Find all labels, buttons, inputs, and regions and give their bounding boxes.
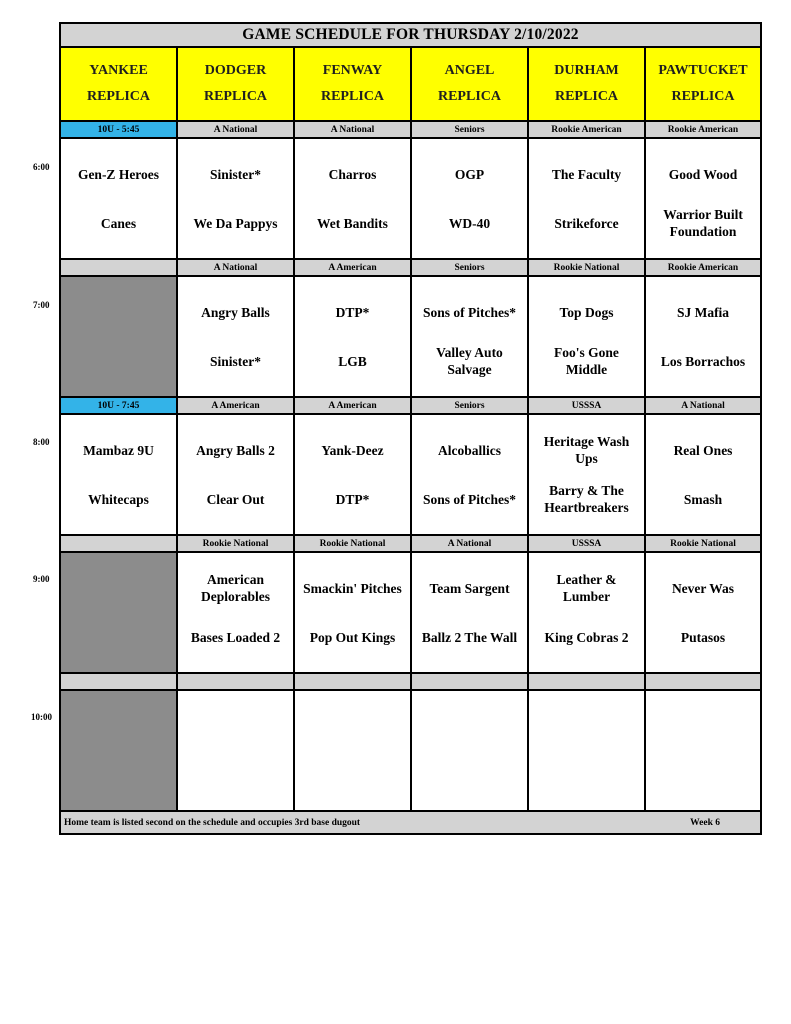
- away-team: SJ Mafia: [676, 304, 730, 320]
- division-label: [412, 674, 529, 691]
- game-cell: [412, 691, 529, 812]
- game-cell: [529, 691, 646, 812]
- game-cell: [646, 691, 760, 812]
- away-team: Angry Balls: [201, 304, 270, 320]
- home-team: Ballz 2 The Wall: [421, 629, 518, 645]
- home-team: Los Borrachos: [660, 353, 746, 369]
- field-name: FENWAY: [322, 63, 383, 78]
- home-team: Clear Out: [206, 491, 265, 507]
- division-label: [61, 674, 178, 691]
- unused-field-cell: [61, 277, 178, 398]
- field-header-durham: [529, 48, 646, 122]
- game-cell: [529, 415, 646, 536]
- field-header-dodger: [178, 48, 295, 122]
- home-team: WD-40: [448, 215, 491, 231]
- home-team: Sons of Pitches*: [422, 491, 516, 507]
- away-team: Gen-Z Heroes: [77, 166, 160, 182]
- game-cell: [529, 553, 646, 674]
- home-team: LGB: [338, 353, 367, 369]
- field-name: DODGER: [204, 63, 267, 78]
- division-label: Rookie American: [529, 122, 646, 139]
- away-team: Mambaz 9U: [83, 442, 154, 458]
- home-team: Warrior Built Foundation: [663, 207, 743, 239]
- division-label: A American: [295, 398, 412, 415]
- home-team: Sinister*: [209, 353, 261, 369]
- away-team: Smackin' Pitches: [303, 580, 402, 596]
- away-team: Angry Balls 2: [196, 442, 275, 458]
- field-sub: REPLICA: [86, 89, 150, 104]
- footer-row: [61, 812, 760, 833]
- home-team: Wet Bandits: [317, 215, 388, 231]
- field-name: DURHAM: [554, 63, 619, 78]
- home-team: Bases Loaded 2: [190, 629, 281, 645]
- division-row: [61, 260, 760, 277]
- division-label: A National: [646, 398, 760, 415]
- away-team: DTP*: [335, 304, 370, 320]
- away-team: Top Dogs: [559, 304, 614, 320]
- division-label: A National: [178, 122, 295, 139]
- field-header-angel: [412, 48, 529, 122]
- division-label: A National: [295, 122, 412, 139]
- away-team: Yank-Deez: [321, 442, 384, 458]
- game-row: [61, 553, 760, 674]
- game-cell: [529, 277, 646, 398]
- unused-field-cell: [61, 553, 178, 674]
- field-sub: REPLICA: [671, 89, 735, 104]
- division-label: Seniors: [412, 122, 529, 139]
- game-cell: [178, 277, 295, 398]
- division-label: USSSA: [529, 398, 646, 415]
- game-cell: [646, 415, 760, 536]
- division-label: [178, 674, 295, 691]
- game-cell: [646, 277, 760, 398]
- division-label: Rookie National: [178, 536, 295, 553]
- field-sub: REPLICA: [554, 89, 618, 104]
- game-row: [61, 277, 760, 398]
- time-label-10: 10:00: [31, 712, 52, 722]
- home-team: Whitecaps: [88, 491, 149, 507]
- division-label: [646, 674, 760, 691]
- away-team: Charros: [328, 166, 377, 182]
- home-team: We Da Pappys: [193, 215, 278, 231]
- game-cell: [178, 139, 295, 260]
- game-cell: [295, 415, 412, 536]
- home-team: Foo's Gone Middle: [554, 345, 619, 377]
- division-row: [61, 536, 760, 553]
- game-cell: [61, 415, 178, 536]
- away-team: The Faculty: [551, 166, 622, 182]
- division-label: 10U - 7:45: [61, 398, 178, 415]
- time-label-8: 8:00: [33, 437, 50, 447]
- field-name: ANGEL: [444, 63, 495, 78]
- away-team: Real Ones: [673, 442, 733, 458]
- division-label: Rookie National: [529, 260, 646, 277]
- game-cell: [295, 139, 412, 260]
- division-label: [61, 260, 178, 277]
- home-team: DTP*: [335, 491, 370, 507]
- division-row: [61, 122, 760, 139]
- footer: [61, 812, 760, 833]
- game-cell: [61, 139, 178, 260]
- home-team: Strikeforce: [554, 215, 619, 231]
- game-cell: [412, 139, 529, 260]
- game-cell: [529, 139, 646, 260]
- game-cell: [178, 553, 295, 674]
- home-team: Canes: [100, 215, 137, 231]
- away-team: American Deplorables: [201, 572, 270, 604]
- week-label: Week 6: [690, 817, 720, 828]
- home-team: Barry & The Heartbreakers: [544, 483, 629, 515]
- division-row: [61, 398, 760, 415]
- division-label: A American: [295, 260, 412, 277]
- game-cell: [178, 415, 295, 536]
- page-title: GAME SCHEDULE FOR THURSDAY 2/10/2022: [61, 24, 760, 48]
- division-label: Rookie National: [646, 536, 760, 553]
- field-sub: REPLICA: [203, 89, 267, 104]
- field-name: PAWTUCKET: [658, 63, 748, 78]
- division-label: USSSA: [529, 536, 646, 553]
- away-team: Sinister*: [209, 166, 261, 182]
- home-team: Valley Auto Salvage: [436, 345, 503, 377]
- game-row: [61, 415, 760, 536]
- division-label: A National: [412, 536, 529, 553]
- schedule-table: [59, 22, 762, 835]
- division-label: [61, 536, 178, 553]
- away-team: Good Wood: [668, 166, 738, 182]
- game-cell: [295, 553, 412, 674]
- field-header-pawtucket: [646, 48, 760, 122]
- unused-field-cell: [61, 691, 178, 812]
- game-row: [61, 691, 760, 812]
- title-row: [61, 24, 760, 48]
- time-label-9: 9:00: [33, 574, 50, 584]
- division-row: [61, 674, 760, 691]
- division-label: [295, 674, 412, 691]
- division-label: Rookie American: [646, 260, 760, 277]
- away-team: Alcoballics: [438, 442, 501, 458]
- game-cell: [295, 277, 412, 398]
- game-cell: [412, 553, 529, 674]
- away-team: OGP: [454, 166, 485, 182]
- away-team: Heritage Wash Ups: [543, 434, 630, 466]
- home-team: Putasos: [680, 629, 726, 645]
- division-label: Seniors: [412, 398, 529, 415]
- division-label: A American: [178, 398, 295, 415]
- footer-note: Home team is listed second on the schedule and occupies 3rd base dugout: [64, 817, 361, 828]
- game-cell: [178, 691, 295, 812]
- division-label: Seniors: [412, 260, 529, 277]
- field-sub: REPLICA: [320, 89, 384, 104]
- home-team: Pop Out Kings: [309, 629, 396, 645]
- away-team: Sons of Pitches*: [422, 304, 516, 320]
- division-label: [529, 674, 646, 691]
- away-team: Team Sargent: [429, 580, 510, 596]
- away-team: Never Was: [671, 580, 735, 596]
- division-label: 10U - 5:45: [61, 122, 178, 139]
- division-label: A National: [178, 260, 295, 277]
- time-label-6: 6:00: [33, 162, 50, 172]
- field-header-fenway: [295, 48, 412, 122]
- game-cell: [412, 277, 529, 398]
- game-row: [61, 139, 760, 260]
- division-label: Rookie American: [646, 122, 760, 139]
- game-cell: [646, 139, 760, 260]
- field-name: YANKEE: [89, 63, 148, 78]
- field-sub: REPLICA: [437, 89, 501, 104]
- home-team: Smash: [683, 491, 723, 507]
- field-header-row: [61, 48, 760, 122]
- home-team: King Cobras 2: [544, 629, 629, 645]
- field-header-yankee: [61, 48, 178, 122]
- game-cell: [412, 415, 529, 536]
- away-team: Leather & Lumber: [556, 572, 617, 604]
- game-cell: [295, 691, 412, 812]
- time-label-7: 7:00: [33, 300, 50, 310]
- division-label: Rookie National: [295, 536, 412, 553]
- game-cell: [646, 553, 760, 674]
